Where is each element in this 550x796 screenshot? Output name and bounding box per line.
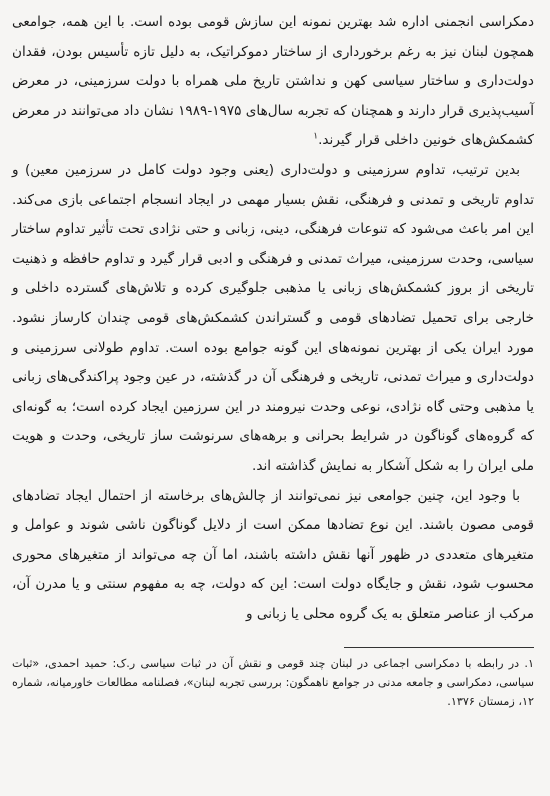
paragraph-1-text: دمکراسی انجمنی اداره شد بهترین نمونه این سازش قومی بوده است. با این همه، جوامعی همچون لبنان نیز به رغم برخورداری از ساختار دموکراتیک، به دلیل تازه تأسیس بودن، فقدان دولت‌داری و ساختار سیاسی کهن و نداشتن تاریخ ملی همراه با دولت سرزمینی، در معرض آسیب‌پذیری قرار دارند و همچنان که تجربه سال‌های ۱۹۷۵-۱۹۸۹ نشان داد می‌توانند در معرض کشمکش‌های خونین داخلی قرار گیرند. — [11, 14, 534, 149]
paragraph-2: بدین ترتیب، تداوم سرزمینی و دولت‌داری (یعنی وجود دولت کامل در سرزمین معین) و تداوم تاریخی و تمدنی و فرهنگی، نقش بسیار مهمی در ایجاد انسجام اجتماعی بازی می‌کند. این امر باعث می‌شود که تنوعات فرهنگی، دینی، زبانی و حتی نژادی تحت تأثیر تداوم ساختار سیاسی، وحدت سرزمینی، میراث تمدنی و فرهنگی و ادبی قرار گیرد و تداوم حافظه و ذهنیت تاریخی از بروز کشمکش‌های زبانی یا مذهبی جلوگیری کرده و تلاش‌های گسترده داخلی و خارجی برای تحمیل تضادهای قومی و گستراندن کشمکش‌های قومی چندان کارساز نشود. مورد ایران یکی از بهترین نمونه‌های این گونه جوامع بوده است. تداوم طولانی سرزمینی و دولت‌داری و میراث تمدنی، تاریخی و فرهنگی آن در گذشته، در عین وجود پراکندگی‌های زبانی یا مذهبی وحتی گاه نژادی، نوعی وحدت نیرومند در این سرزمین ایجاد کرده است؛ به گونه‌ای که گروه‌های گوناگون در شرایط بحرانی و برهه‌های سرنوشت ساز تاریخی، وحدت و هویت ملی ایران را به شکل آشکار به نمایش گذاشته اند. — [12, 161, 534, 474]
paragraph-3: با وجود این، چنین جوامعی نیز نمی‌توانند از چالش‌های برخاسته از احتمال ایجاد تضادهای قومی مصون باشند. این نوع تضادها ممکن است از دلایل گوناگون ناشی شوند و عوامل و متغیرهای متعددی در ظهور آنها نقش داشته باشند، اما آن چه می‌تواند از متغیرهای محوری محسوب شود، نقش و جایگاه دولت است: این که دولت، چه به مفهوم سنتی و یا مدرن آن، مرکب از عناصر متعلق به یک گروه محلی یا زبانی و — [12, 487, 534, 622]
body-text — [12, 8, 534, 629]
footnote: ۱. در رابطه با دمکراسی اجماعی در لبنان چند قومی و نقش آن در ثبات سیاسی ر.ک: حمید احمدی، «ثبات سیاسی، دمکراسی و جامعه مدنی در جوامع ناهمگون: بررسی تجربه لبنان»، فصلنامه مطالعات خاورمیانه، شماره ۱۲، زمستان ۱۳۷۶. — [12, 657, 534, 709]
footnote-divider — [344, 647, 534, 648]
paragraph-1 — [12, 8, 534, 156]
footnote-marker: ۱ — [313, 131, 319, 142]
